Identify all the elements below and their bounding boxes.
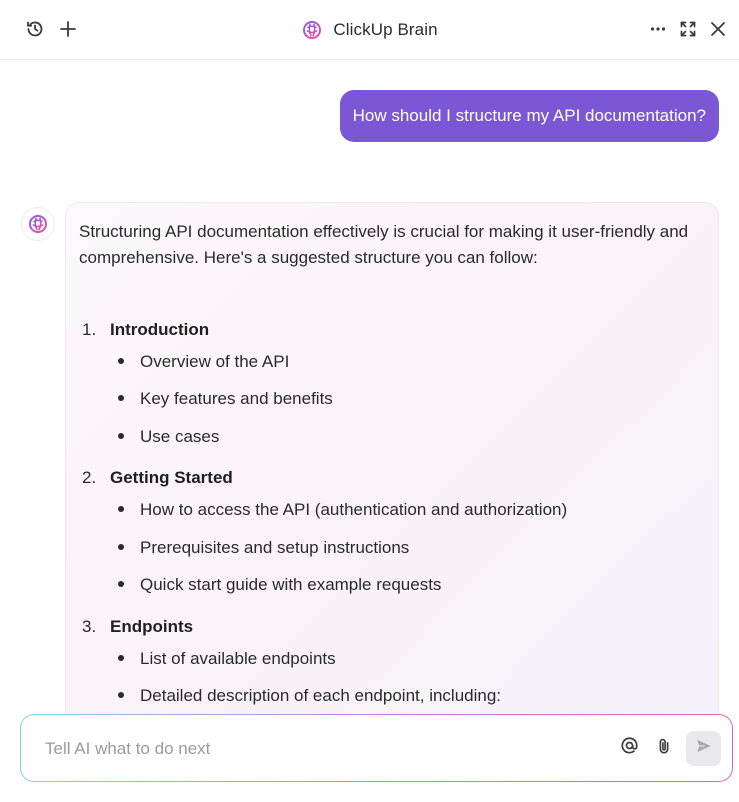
ai-response-card (65, 202, 719, 742)
list-item: Use cases (118, 426, 219, 448)
chat-header (0, 0, 739, 60)
section-title (82, 616, 193, 638)
close-icon (709, 20, 727, 38)
section-heading: Introduction (110, 320, 210, 339)
page-title: ClickUp Brain (333, 20, 438, 39)
expand-icon (679, 20, 697, 38)
attach-button[interactable] (651, 735, 677, 761)
brain-logo-icon (27, 213, 49, 235)
section-heading: Endpoints (110, 617, 194, 636)
header-title-group (0, 0, 739, 60)
history-icon (25, 19, 45, 39)
send-icon (695, 737, 713, 760)
at-sign-icon (620, 736, 639, 760)
user-message-bubble (340, 90, 719, 142)
section-title (82, 467, 233, 489)
section-title (82, 319, 209, 341)
list-item: Overview of the API (118, 351, 289, 373)
section-number: 1. (82, 320, 97, 339)
list-item: Detailed description of each endpoint, including: (118, 685, 501, 707)
paperclip-icon (655, 737, 673, 760)
list-item: How to access the API (authentication and authorization) (118, 499, 567, 521)
section-number: 2. (82, 468, 97, 487)
ai-response-intro: Structuring API documentation effectively is crucial for making it user-friendly and comprehensive. Here's a suggested structure you can follow: (79, 222, 689, 267)
chat-input[interactable] (43, 735, 607, 763)
history-button[interactable] (22, 16, 48, 42)
chat-composer (20, 714, 733, 782)
mention-button[interactable] (616, 735, 642, 761)
section-heading: Getting Started (110, 468, 233, 487)
brain-logo-icon (301, 19, 323, 41)
list-item: List of available endpoints (118, 648, 336, 670)
send-button[interactable] (686, 731, 721, 766)
list-item: Key features and benefits (118, 388, 333, 410)
more-options-button[interactable] (645, 16, 671, 42)
plus-icon (58, 19, 78, 39)
expand-button[interactable] (675, 16, 701, 42)
list-item: Prerequisites and setup instructions (118, 537, 409, 559)
new-chat-button[interactable] (55, 16, 81, 42)
close-button[interactable] (705, 16, 731, 42)
section-number: 3. (82, 617, 97, 636)
list-item: Quick start guide with example requests (118, 574, 441, 596)
more-horizontal-icon (648, 19, 668, 39)
ai-avatar (21, 207, 55, 241)
user-message-text: How should I structure my API documentation? (352, 106, 706, 125)
